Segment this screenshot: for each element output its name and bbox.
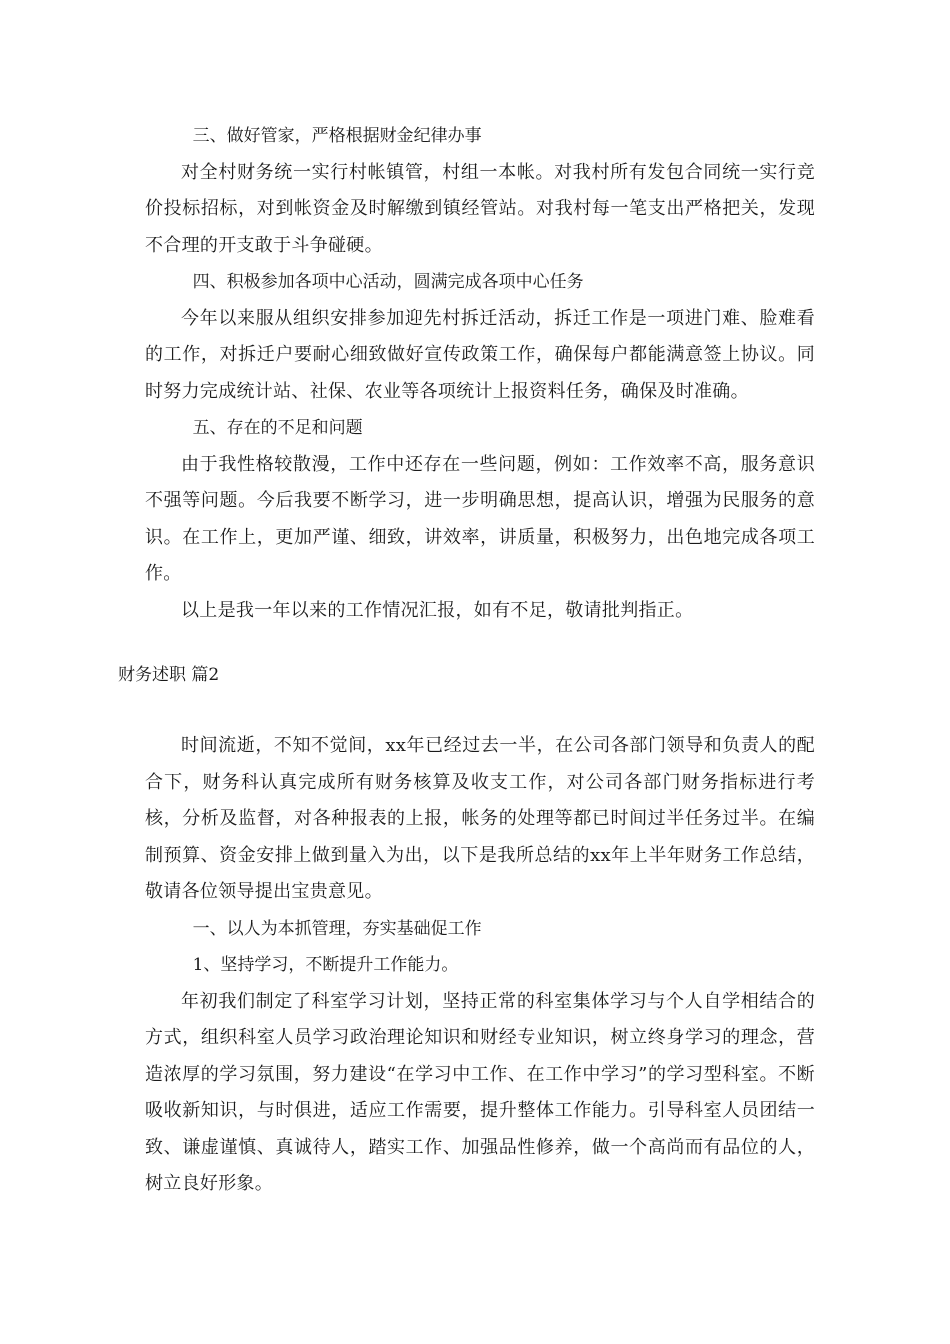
document-body-part1 bbox=[145, 118, 815, 629]
section-heading-1: 一、以人为本抓管理，夯实基础促工作 bbox=[192, 918, 482, 939]
paragraph-intro: 时间流逝，不知不觉间，xx年已经过去一半，在公司各部门领导和负责人的配合下，财务科认真完成所有财务核算及收支工作，对公司各部门财务指标进行考核，分析及监督，对各种报表的上报，帐务的处理等都已时间过半任务过半。在编制预算、资金安排上做到量入为出，以下是我所总结的xx年上半年财务工作总结，敬请各位领导提出宝贵意见。 bbox=[145, 735, 815, 902]
paragraph-central-tasks: 今年以来服从组织安排参加迎先村拆迁活动，拆迁工作是一项进门难、脸难看的工作，对拆迁户要耐心细致做好宣传政策工作，确保每户都能满意签上协议。同时努力完成统计站、社保、农业等各项统计上报资料任务，确保及时准确。 bbox=[145, 307, 815, 402]
paragraph-finance-management: 对全村财务统一实行村帐镇管，村组一本帐。对我村所有发包合同统一实行竞价投标招标，对到帐资金及时解缴到镇经管站。对我村每一笔支出严格把关，发现不合理的开支敢于斗争碰硬。 bbox=[145, 161, 815, 256]
paragraph-shortcomings: 由于我性格较散漫，工作中还存在一些问题，例如：工作效率不高，服务意识不强等问题。今后我要不断学习，进一步明确思想，提高认识，增强为民服务的意识。在工作上，更加严谨、细致，讲效率，讲质量，积极努力，出色地完成各项工作。 bbox=[145, 453, 815, 584]
document-body-part2 bbox=[145, 728, 815, 1203]
section-heading-5: 五、存在的不足和问题 bbox=[192, 418, 363, 438]
paragraph-learning: 年初我们制定了科室学习计划，坚持正常的科室集体学习与个人自学相结合的方式，组织科室人员学习政治理论知识和财经专业知识，树立终身学习的理念，营造浓厚的学习氛围，努力建设“在学习中工作、在工作中学习”的学习型科室。不断吸收新知识，与时俱进，适应工作需要，提升整体工作能力。引导科室人员团结一致、谦虚谨慎、真诚待人，踏实工作、加强品性修养，做一个高尚而有品位的人，树立良好形象。 bbox=[145, 990, 815, 1194]
subsection-heading-1: 1、坚持学习，不断提升工作能力。 bbox=[192, 955, 459, 975]
article-title: 财务述职 篇2 bbox=[118, 665, 220, 685]
section-heading-4: 四、积极参加各项中心活动，圆满完成各项中心任务 bbox=[192, 272, 584, 292]
section-heading-3: 三、做好管家，严格根据财金纪律办事 bbox=[192, 126, 482, 146]
paragraph-closing: 以上是我一年以来的工作情况汇报，如有不足，敬请批判指正。 bbox=[181, 599, 694, 621]
